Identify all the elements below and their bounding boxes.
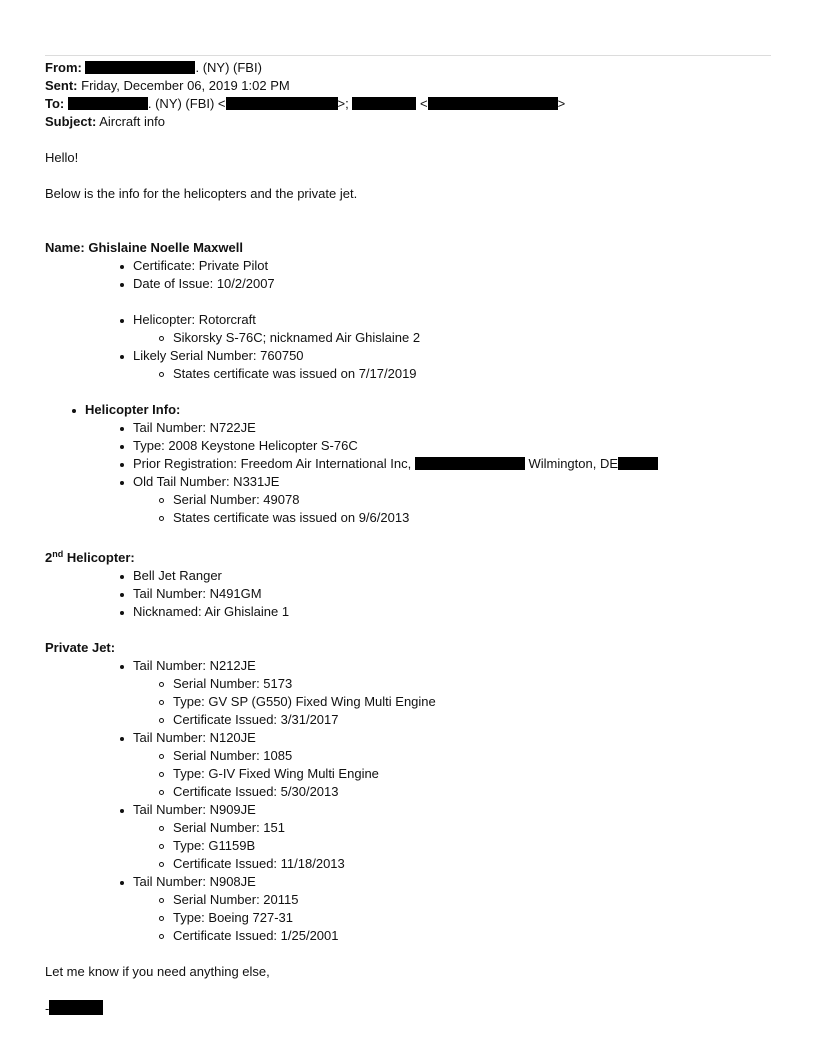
bullet	[120, 737, 124, 741]
helicopter-sub-item: Sikorsky S-76C; nicknamed Air Ghislaine 2	[173, 330, 421, 345]
jet-serial-item: Serial Number: 1085	[173, 748, 293, 763]
bullet	[120, 283, 124, 287]
private-jet-heading: Private Jet:	[45, 640, 116, 655]
tail-item: Tail Number: N722JE	[133, 420, 256, 435]
prior-registration-item	[133, 456, 658, 472]
serial-item: Likely Serial Number: 760750	[133, 348, 304, 363]
type-item: Type: 2008 Keystone Helicopter S-76C	[133, 438, 358, 453]
jet-cert-item: Certificate Issued: 11/18/2013	[173, 856, 345, 871]
bullet	[120, 319, 124, 323]
redacted-block	[68, 97, 148, 110]
redacted-block	[226, 97, 338, 110]
subject-label: Subject:	[45, 114, 97, 129]
to-part3: <	[419, 96, 428, 111]
bullet	[120, 881, 124, 885]
bullet	[120, 593, 124, 597]
old-cert-item: States certificate was issued on 9/6/2013	[173, 510, 410, 525]
sent-line	[45, 78, 290, 94]
subject-line	[45, 114, 165, 130]
tail-item: Tail Number: N491GM	[133, 586, 262, 601]
jet-tail-item: Tail Number: N120JE	[133, 730, 256, 745]
redacted-signature	[49, 1000, 103, 1015]
bullet	[120, 611, 124, 615]
sub-bullet	[159, 790, 164, 795]
jet-cert-item: Certificate Issued: 5/30/2013	[173, 784, 339, 799]
sent-value: Friday, December 06, 2019 1:02 PM	[81, 78, 290, 93]
intro-text: Below is the info for the helicopters and the private jet.	[45, 186, 358, 201]
jet-cert-item: Certificate Issued: 3/31/2017	[173, 712, 339, 727]
redacted-block	[415, 457, 525, 470]
second-helicopter-heading	[45, 550, 135, 566]
jet-serial-item: Serial Number: 5173	[173, 676, 293, 691]
certificate-item: Certificate: Private Pilot	[133, 258, 269, 273]
from-line	[45, 60, 262, 76]
bullet	[120, 355, 124, 359]
to-line	[45, 96, 565, 112]
heading-number: 2	[45, 550, 53, 565]
name-heading: Name: Ghislaine Noelle Maxwell	[45, 240, 243, 255]
bullet	[120, 265, 124, 269]
jet-serial-item: Serial Number: 20115	[173, 892, 299, 907]
redacted-block	[85, 61, 195, 74]
signature	[45, 1000, 103, 1016]
model-item: Bell Jet Ranger	[133, 568, 222, 583]
bullet	[120, 445, 124, 449]
redacted-block	[618, 457, 658, 470]
jet-tail-item: Tail Number: N908JE	[133, 874, 256, 889]
sub-bullet	[159, 754, 164, 759]
jet-type-item: Type: Boeing 727-31	[173, 910, 293, 925]
bullet	[120, 463, 124, 467]
heading-superscript: nd	[52, 549, 64, 559]
sub-bullet	[159, 682, 164, 687]
jet-tail-item: Tail Number: N909JE	[133, 802, 256, 817]
prior-registration-text: Prior Registration: Freedom Air International Inc,	[133, 456, 412, 471]
helicopter-info-heading: Helicopter Info:	[85, 402, 181, 417]
closing-text: Let me know if you need anything else,	[45, 964, 270, 979]
sub-bullet	[159, 498, 164, 503]
bullet	[120, 809, 124, 813]
old-serial-item: Serial Number: 49078	[173, 492, 300, 507]
sub-bullet	[159, 772, 164, 777]
helicopter-item: Helicopter: Rotorcraft	[133, 312, 256, 327]
sub-bullet	[159, 844, 164, 849]
header-divider	[45, 55, 771, 56]
sub-bullet	[159, 916, 164, 921]
to-part1: . (NY) (FBI) <	[147, 96, 226, 111]
bullet	[120, 575, 124, 579]
sub-bullet	[159, 898, 164, 903]
sub-bullet	[159, 934, 164, 939]
sub-bullet	[159, 718, 164, 723]
subject-value: Aircraft info	[99, 114, 165, 129]
heading-text: Helicopter:	[66, 550, 135, 565]
sub-bullet	[159, 516, 164, 521]
from-value: . (NY) (FBI)	[195, 60, 262, 75]
jet-type-item: Type: G1159B	[173, 838, 256, 853]
old-tail-item: Old Tail Number: N331JE	[133, 474, 280, 489]
to-label: To:	[45, 96, 65, 111]
redacted-block	[352, 97, 416, 110]
sub-bullet	[159, 372, 164, 377]
bullet	[120, 665, 124, 669]
sub-bullet	[159, 862, 164, 867]
date-of-issue-item: Date of Issue: 10/2/2007	[133, 276, 275, 291]
redacted-block	[428, 97, 558, 110]
jet-tail-item: Tail Number: N212JE	[133, 658, 256, 673]
bullet	[120, 481, 124, 485]
sub-bullet	[159, 826, 164, 831]
prior-registration-city: Wilmington, DE	[528, 456, 619, 471]
sent-label: Sent:	[45, 78, 78, 93]
bullet	[120, 427, 124, 431]
greeting: Hello!	[45, 150, 79, 165]
sub-bullet	[159, 700, 164, 705]
jet-serial-item: Serial Number: 151	[173, 820, 285, 835]
to-part4: >	[557, 96, 566, 111]
serial-sub-item: States certificate was issued on 7/17/2019	[173, 366, 417, 381]
bullet	[72, 409, 76, 413]
to-part2: >;	[337, 96, 349, 111]
jet-type-item: Type: G-IV Fixed Wing Multi Engine	[173, 766, 379, 781]
signature-dash: -	[45, 1001, 50, 1016]
from-label: From:	[45, 60, 82, 75]
sub-bullet	[159, 336, 164, 341]
nickname-item: Nicknamed: Air Ghislaine 1	[133, 604, 290, 619]
jet-type-item: Type: GV SP (G550) Fixed Wing Multi Engine	[173, 694, 436, 709]
jet-cert-item: Certificate Issued: 1/25/2001	[173, 928, 339, 943]
